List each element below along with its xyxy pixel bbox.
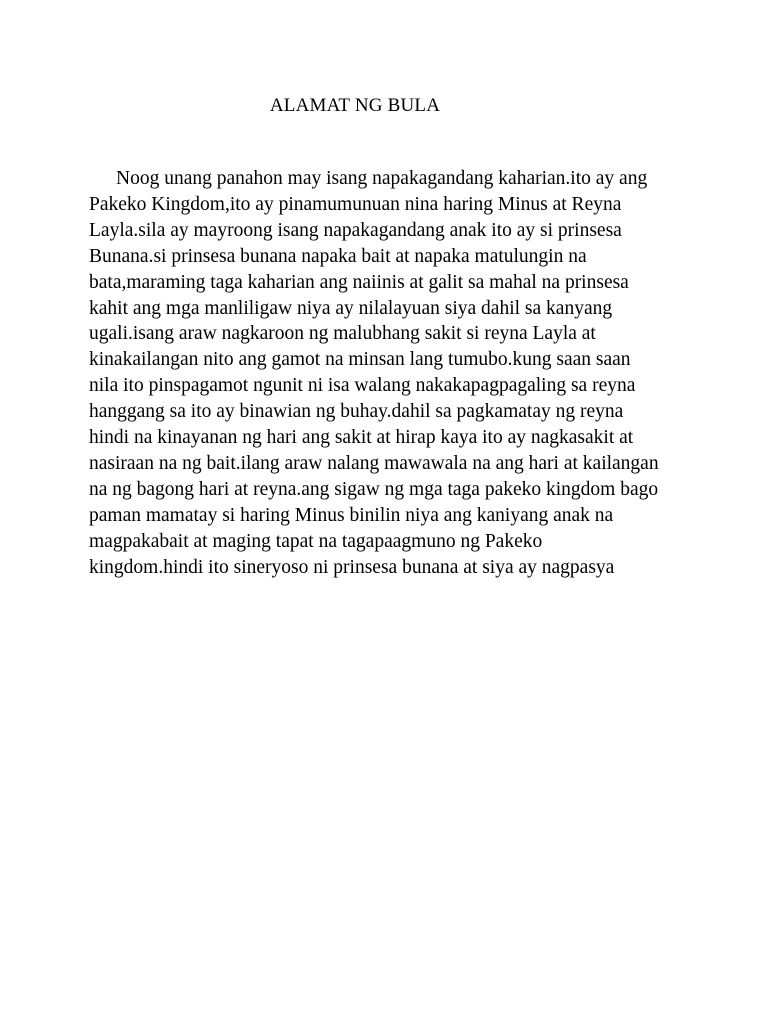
body-line: nasiraan na ng bait.ilang araw nalang mawawala na ang hari at kailangan [89,452,659,474]
body-line: nila ito pinspagamot ngunit ni isa walang nakakapagpagaling sa reyna [89,375,636,397]
body-line: kinakailangan nito ang gamot na minsan lang tumubo.kung saan saan [89,349,631,371]
body-line: Pakeko Kingdom,ito ay pinamumunuan nina haring Minus at Reyna [89,193,622,215]
body-line: Layla.sila ay mayroong isang napakagandang anak ito ay si prinsesa [89,219,622,241]
body-line: paman mamatay si haring Minus binilin niya ang kaniyang anak na [89,504,614,526]
body-line: kingdom.hindi ito sineryoso ni prinsesa bunana at siya ay nagpasya [89,556,615,578]
body-line: Bunana.si prinsesa bunana napaka bait at napaka matulungin na [89,245,587,267]
body-line: Noog unang panahon may isang napakagandang kaharian.ito ay ang [116,168,648,189]
body-line: bata,maraming taga kaharian ang naiinis at galit sa mahal na prinsesa [89,271,629,293]
body-line: kahit ang mga manliligaw niya ay nilalayuan siya dahil sa kanyang [89,297,613,319]
body-line: hanggang sa ito ay binawian ng buhay.dahil sa pagkamatay ng reyna [89,401,624,423]
body-line: ugali.isang araw nagkaroon ng malubhang sakit si reyna Layla at [89,323,596,345]
body-line: hindi na kinayanan ng hari ang sakit at hirap kaya ito ay nagkasakit at [89,427,634,449]
document-body [89,166,729,581]
body-line: na ng bagong hari at reyna.ang sigaw ng mga taga pakeko kingdom bago [89,478,659,500]
document-title: ALAMAT NG BULA [269,95,441,116]
body-line: magpakabait at maging tapat na tagapaagmuno ng Pakeko [89,530,543,552]
